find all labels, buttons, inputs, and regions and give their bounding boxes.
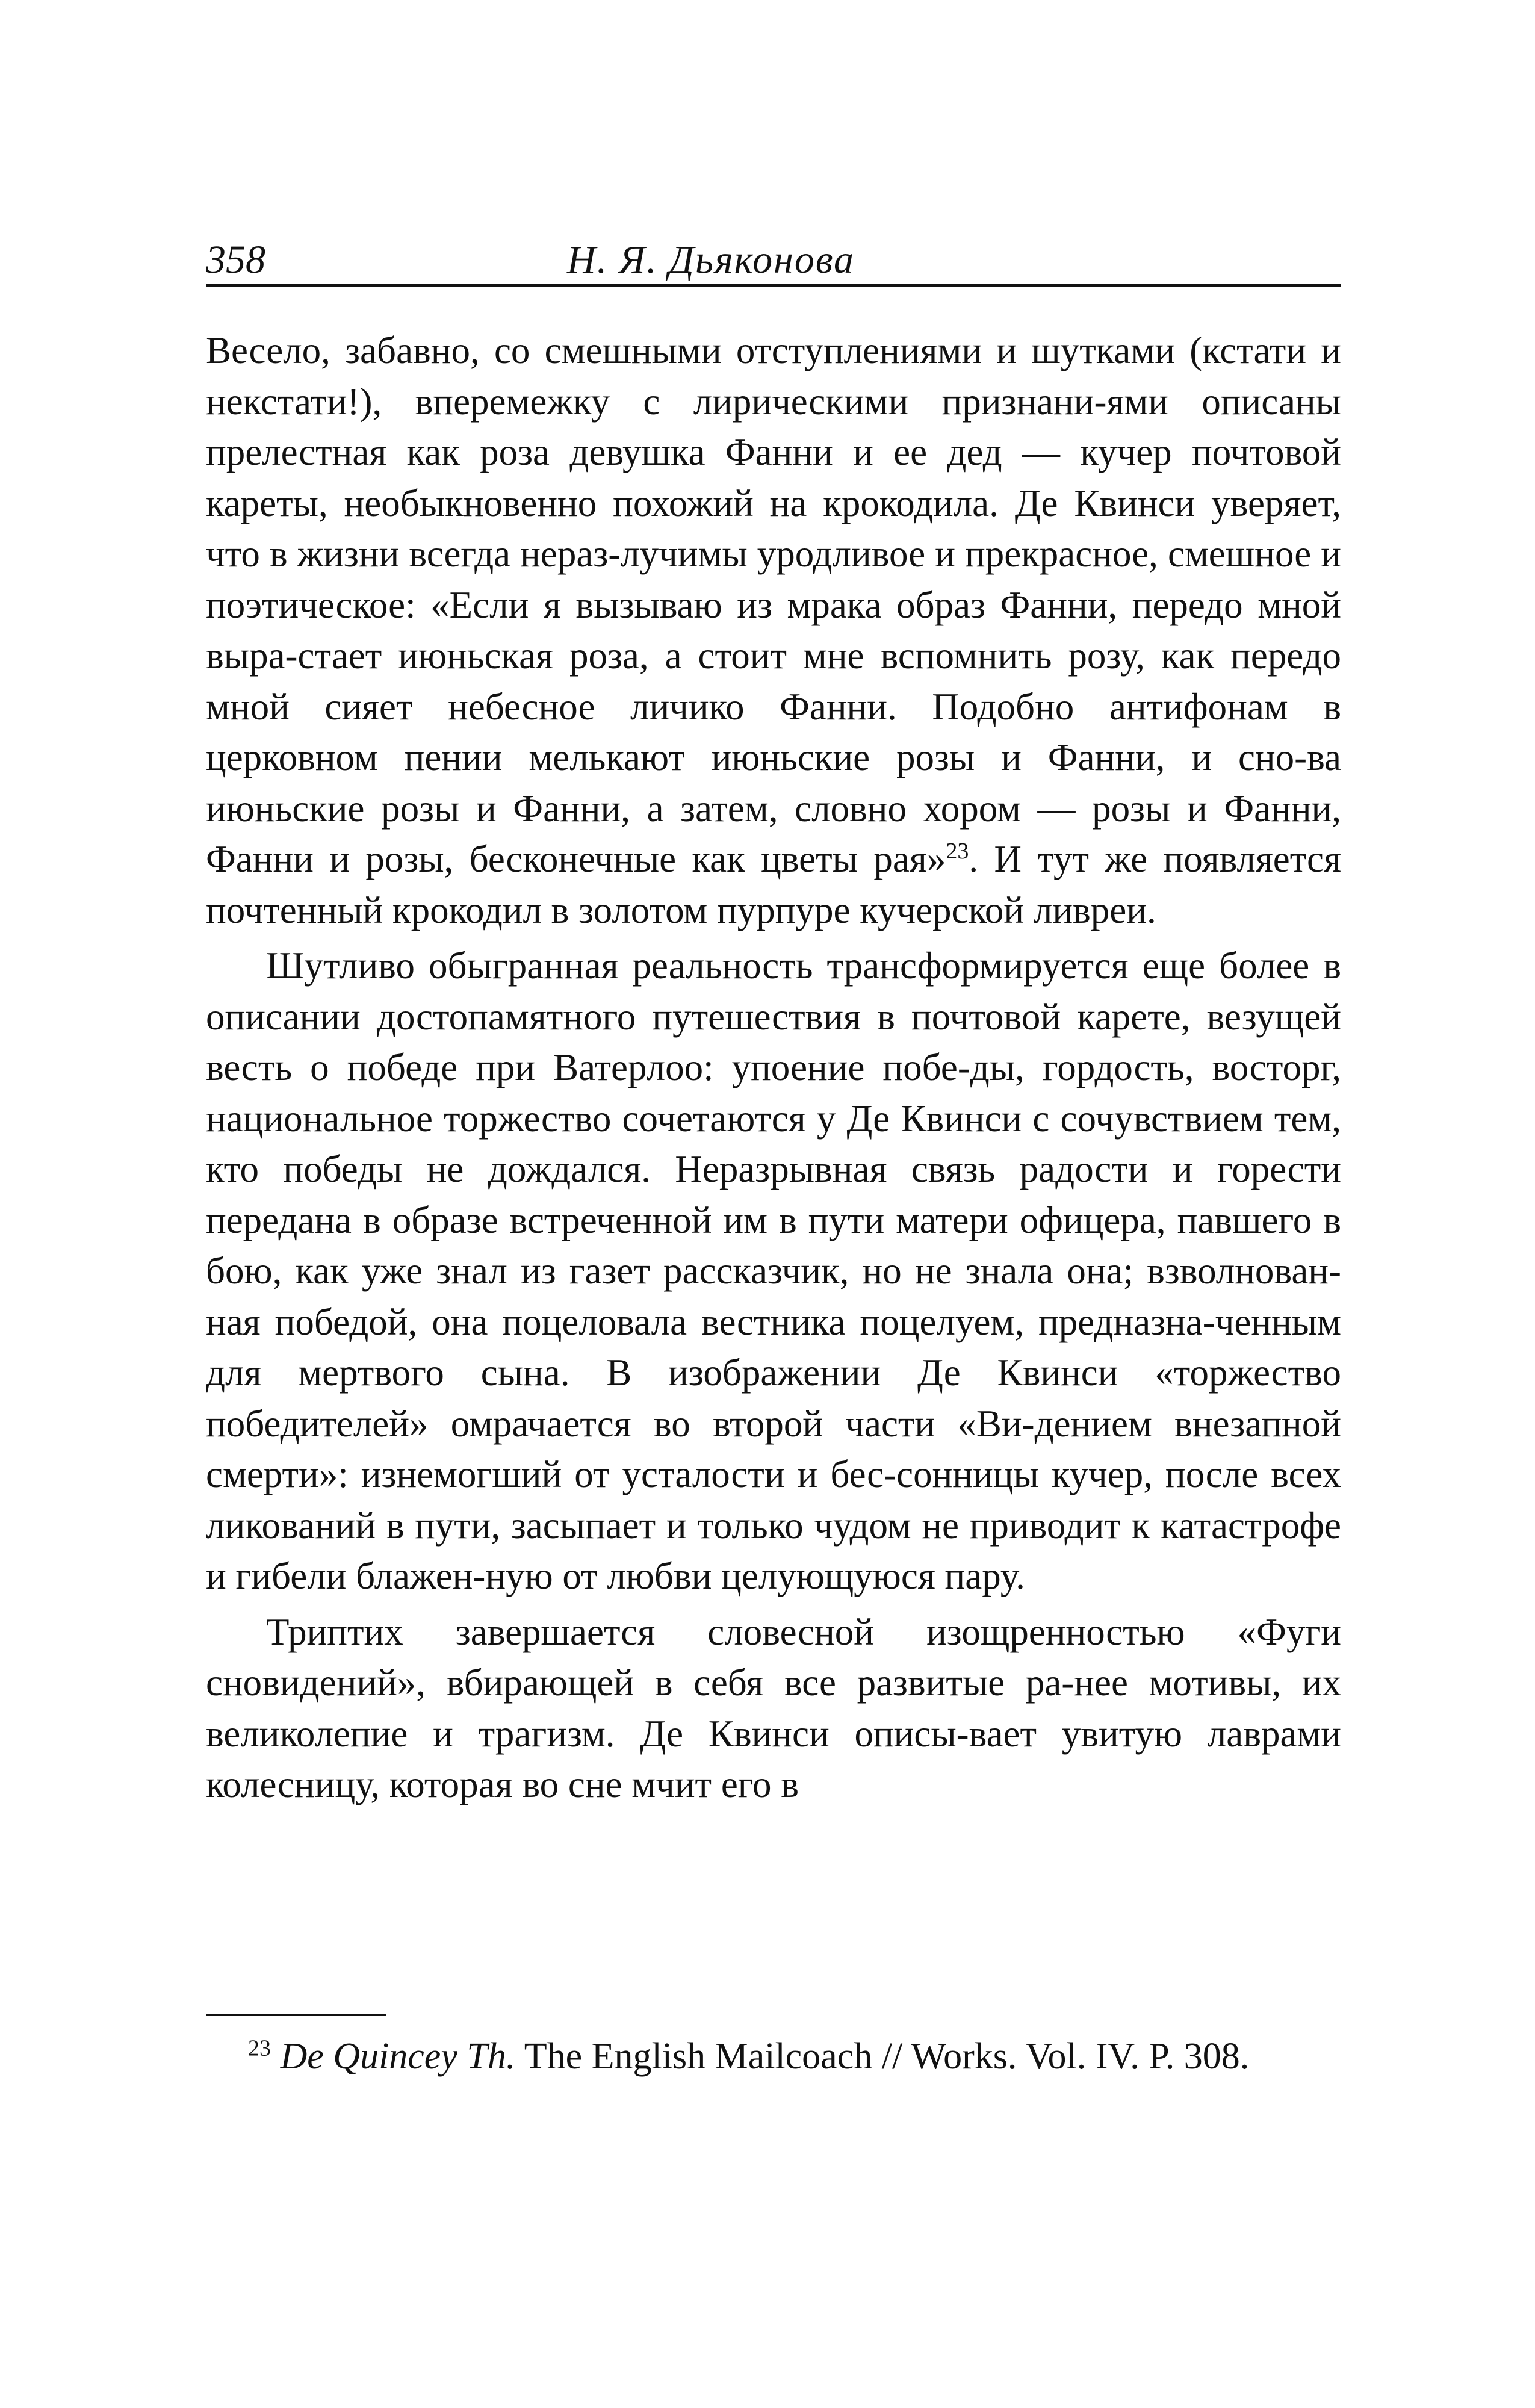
running-header-author: Н. Я. Дьяконова <box>567 238 855 282</box>
body-text <box>206 325 1341 1810</box>
paragraph-2: Шутливо обыгранная реальность трансформируется еще более в описании достопамятного путешествия в почтовой карете, везущей весть о победе при Ватерлоо: упоение побе-ды, гордость, восторг, национальное торжество сочетаются у Де Квинси с сочувствием тем, кто победы не дождался. Неразрывная связь радости и горести передана в образе встреченной им в пути матери офицера, павшего в бою, как уже знал из газет рассказчик, но не знала она; взволнован-ная победой, она поцеловала вестника поцелуем, предназна-ченным для мертвого сына. В изображении Де Квинси «торжество победителей» омрачается во второй части «Ви-дением внезапной смерти»: изнемогший от усталости и бес-сонницы кучер, после всех ликований в пути, засыпает и только чудом не приводит к катастрофе и гибели блажен-ную от любви целующуюся пару. <box>206 945 1341 1597</box>
page-number: 358 <box>206 238 265 282</box>
book-page <box>206 0 1341 2408</box>
paragraph-3: Триптих завершается словесной изощренностью «Фуги сновидений», вбирающей в себя все развитые ра-нее мотивы, их великолепие и трагизм. Де Квинси описы-вает увитую лаврами колесницу, которая во сне мчит его в <box>206 1610 1341 1805</box>
paragraph-1 <box>206 325 1341 936</box>
footnote <box>206 2032 1341 2081</box>
paragraph-1-text: Весело, забавно, со смешными отступлениями и шутками (кстати и некстати!), вперемежку с лирическими признани-ями описаны прелестная как роза девушка Фанни и ее дед — кучер почтовой кареты, необыкновенно похожий на крокодила. Де Квинси уверяет, что в жизни всегда нераз-лучимы уродливое и прекрасное, смешное и поэтическое: «Если я вызываю из мрака образ Фанни, передо мной выра-стает июньская роза, а стоит мне вспомнить розу, как передо мной сияет небесное личико Фанни. Подобно антифонам в церковном пении мелькают июньские розы и Фанни, и сно-ва июньские розы и Фанни, а затем, словно хором — розы и Фанни, Фанни и розы, бесконечные как цветы рая» <box>206 329 1341 880</box>
footnote-author: De Quincey Th. <box>280 2036 516 2077</box>
running-header <box>206 236 1341 287</box>
footnote-reference: 23 <box>946 839 969 864</box>
paragraph-1-continuation: . И тут же появляется почтенный крокодил в золотом пурпуре кучерской ливреи. <box>206 838 1342 931</box>
footnote-divider <box>206 2014 386 2016</box>
footnote-text: The English Mailcoach // Works. Vol. IV. P. 308. <box>515 2036 1250 2077</box>
footnote-mark: 23 <box>248 2035 271 2061</box>
